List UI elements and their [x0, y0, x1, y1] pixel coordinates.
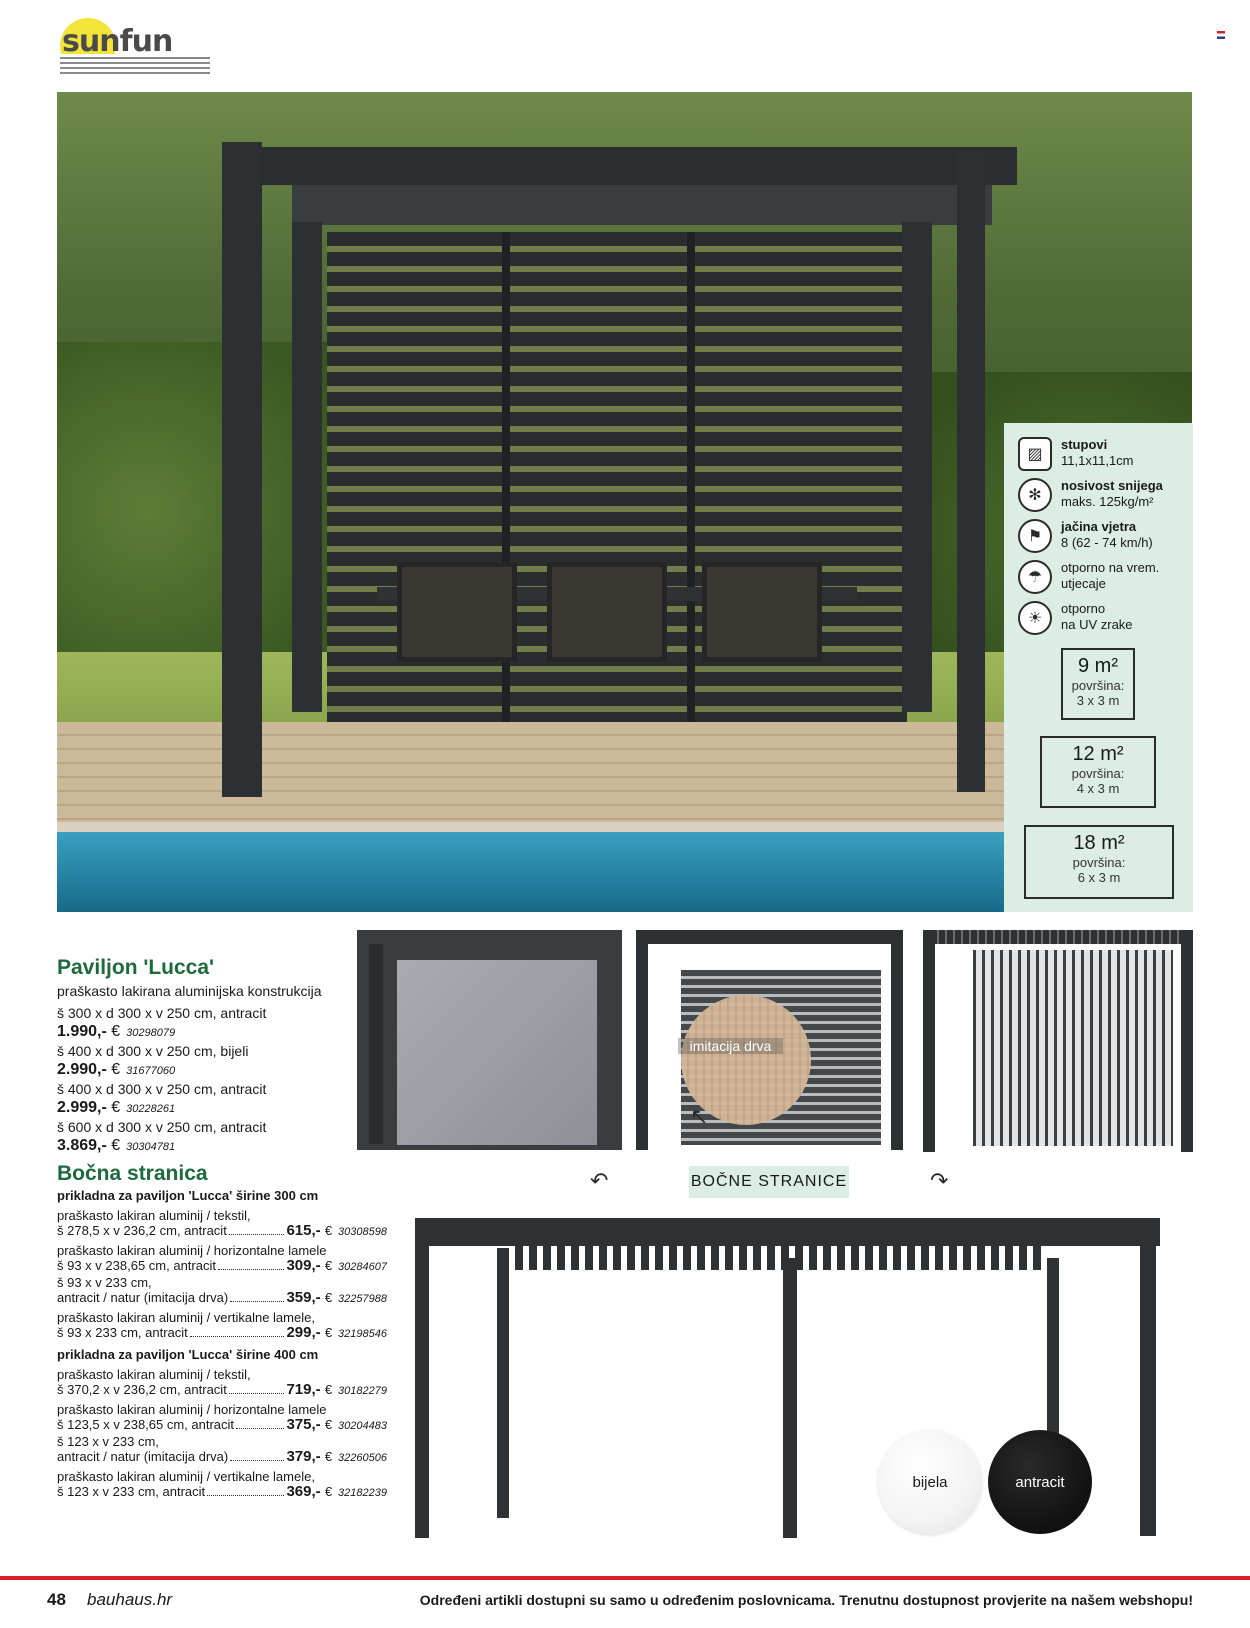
specs-panel — [1004, 423, 1193, 912]
arrow-right-icon: ↷ — [930, 1168, 949, 1193]
spec-uv: ☀ otporno na UV zrake — [1018, 601, 1133, 635]
side-panels-label: BOČNE STRANICE — [689, 1166, 849, 1198]
chair — [547, 562, 667, 662]
spec-snow-load: ✻ nosivost snijega maks. 125kg/m² — [1018, 478, 1163, 512]
spec-posts: ▨ stupovi 11,1x11,1cm — [1018, 437, 1134, 471]
color-swatch-white: bijela — [878, 1430, 982, 1534]
list-item: praškasto lakiran aluminij / tekstil, š 278,5 x v 236,2 cm, antracit 615,- € 30308598 — [57, 1208, 387, 1239]
price: 2.999,- € 30228261 — [57, 1099, 176, 1116]
availability-notice: Određeni artikli dostupni su samo u određenim poslovnicama. Trenutnu dostupnost provjerite na našem webshopu! — [419, 1592, 1193, 1608]
snowflake-icon: ✻ — [1018, 478, 1052, 512]
arrow-left-icon: ↶ — [590, 1168, 609, 1193]
list-item: praškasto lakiran aluminij / vertikalne lamele, š 123 x v 233 cm, antracit 369,- € 32182239 — [57, 1469, 387, 1500]
footer-bar — [0, 1576, 1250, 1580]
area-9m2: 9 m² površina: 3 x 3 m — [1061, 648, 1135, 720]
list-item: praškasto lakiran aluminij / tekstil, š 370,2 x v 236,2 cm, antracit 719,- € 30182279 — [57, 1367, 387, 1398]
list-item: praškasto lakiran aluminij / horizontalne lamele š 123,5 x v 238,65 cm, antracit 375,- € 30204483 — [57, 1402, 387, 1433]
logo-text: sunfun — [62, 24, 173, 59]
vertical-louvre-panel-photo — [923, 930, 1193, 1152]
uv-sun-icon: ☀ — [1018, 601, 1052, 635]
color-swatch-anthracite: antracit — [988, 1430, 1092, 1534]
area-12m2: 12 m² površina: 4 x 3 m — [1040, 736, 1156, 808]
spec-wind: ⚑ jačina vjetra 8 (62 - 74 km/h) — [1018, 519, 1153, 553]
spec-weatherproof: ☂ otporno na vrem. utjecaje — [1018, 560, 1159, 594]
website-link[interactable]: bauhaus.hr — [87, 1590, 173, 1609]
list-item: praškasto lakiran aluminij / horizontalne lamele š 93 x v 238,65 cm, antracit 309,- € 30284607 — [57, 1243, 387, 1274]
price: 3.869,- € 30304781 — [57, 1137, 176, 1154]
page-number: 48 — [47, 1590, 66, 1609]
chair — [702, 562, 822, 662]
product-copy: Paviljon 'Lucca' praškasto lakirana aluminijska konstrukcija š 300 x d 300 x v 250 cm, antracit 1.990,- € 30298079 š 400 x d 300 x v 250 cm, bijeli 2.990,- € 31677060 š 400 x d 300 x v 250 cm, antracit 2.999,- € 30228261 š 600 x d 300 x v 250 cm, antracit 3.869,- € 30304781 Bočna stranica prikladna za paviljon 'Lucca' širine 300 cm praškasto lakiran aluminij / tekstil, š 278,5 x v 236,2 cm, antracit 615,- € 30308598 praškasto lakiran aluminij / horizontalne lamele š 93 x v 238,65 cm, antracit 309,- € 30284607 š 93 x v 233 cm, antracit / natur (imitacija drva) 359,- € 32257988 praškasto lakiran aluminij / vertikalne lamele, š 93 x 233 cm, antracit 299,- € 32198546 prikladna za paviljon 'Lucca' širine 400 cm praškasto lakiran aluminij / tekstil, š 370,2 x v 236,2 cm, antracit 719,- € 30182279 praškasto lakiran aluminij / horizontalne lamele š 123,5 x v 238,65 cm, antracit 375,- € 30204483 š 123 x v 233 cm, antracit / natur (imitacija drva) 379,- € 32260506 praškasto lakiran aluminij / vertikalne lamele, š 123 x v 233 cm, antracit 369,- € 32182239 — [57, 956, 387, 1500]
pavilion-title: Paviljon 'Lucca' — [57, 956, 215, 979]
weather-icon: ☂ — [1018, 560, 1052, 594]
side-panel-title: Bočna stranica — [57, 1162, 208, 1185]
chair — [397, 562, 517, 662]
price: 2.990,- € 31677060 — [57, 1061, 176, 1078]
croatian-flag-icon — [1217, 31, 1225, 39]
area-18m2: 18 m² površina: 6 x 3 m — [1024, 825, 1174, 899]
pergola-roof — [257, 147, 1017, 185]
list-item: praškasto lakiran aluminij / vertikalne lamele, š 93 x 233 cm, antracit 299,- € 32198546 — [57, 1310, 387, 1341]
list-item: š 123 x v 233 cm, antracit / natur (imitacija drva) 379,- € 32260506 — [57, 1434, 387, 1465]
wood-imitation-label: imitacija drva — [678, 1038, 783, 1054]
textile-side-panel-photo — [357, 930, 622, 1150]
windsock-icon: ⚑ — [1018, 519, 1052, 553]
arrow-up-icon: ↖ — [690, 1104, 709, 1129]
post-section-icon: ▨ — [1018, 437, 1052, 471]
sunfun-logo — [56, 16, 173, 76]
price: 1.990,- € 30298079 — [57, 1023, 176, 1040]
list-item: š 93 x v 233 cm, antracit / natur (imitacija drva) 359,- € 32257988 — [57, 1275, 387, 1306]
